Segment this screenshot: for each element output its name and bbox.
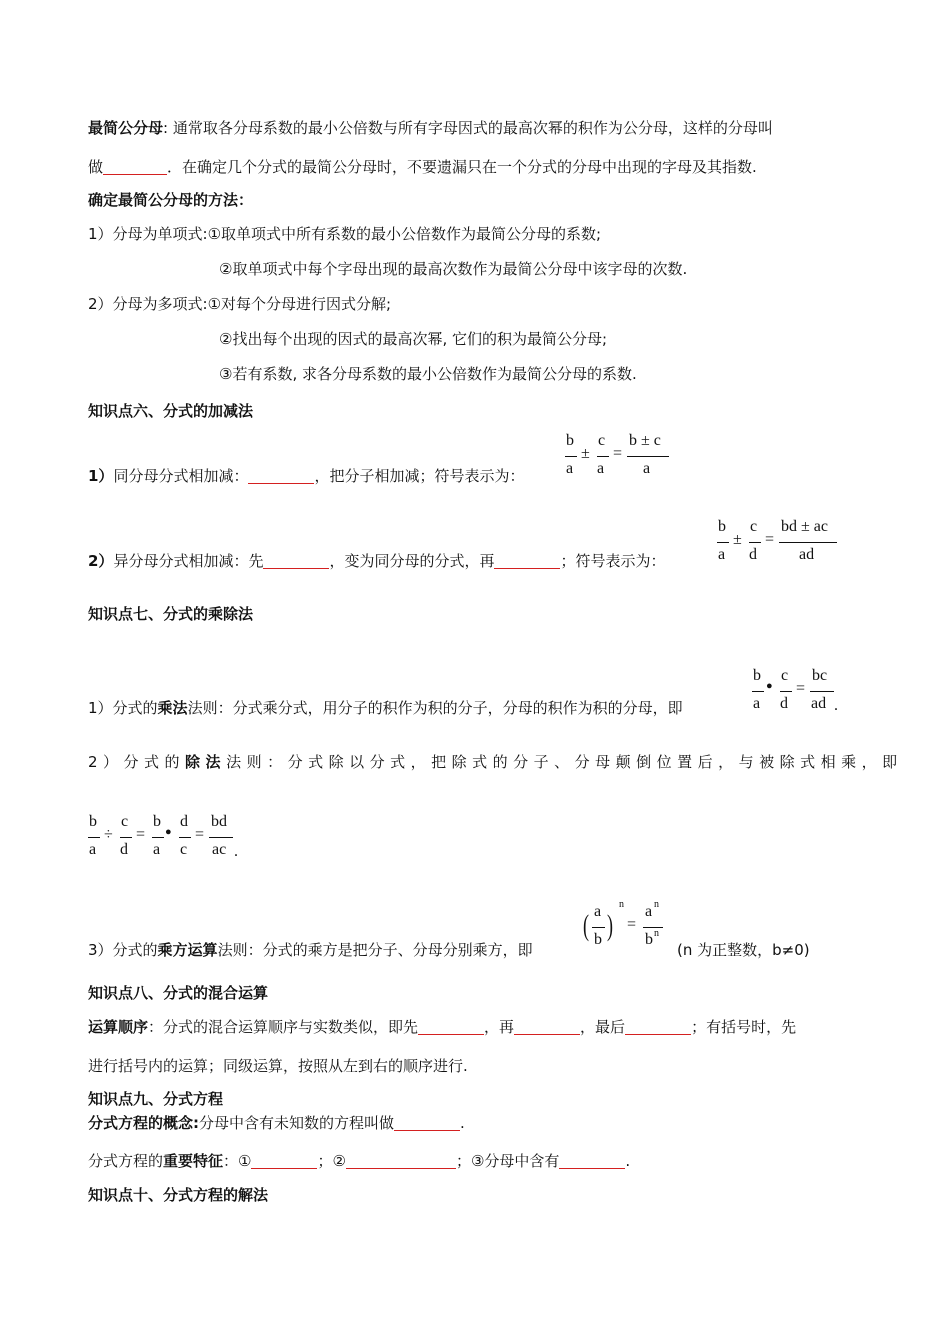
k8-title: 知识点八、分式的混合运算	[88, 984, 269, 1002]
num: d	[180, 813, 188, 830]
blank-order-last[interactable]	[625, 1018, 691, 1035]
k9-feature-line	[88, 1151, 630, 1171]
text: ；有括号时，先	[691, 1018, 797, 1036]
formula-same-denominator	[565, 432, 675, 484]
k8-order-line-2: 进行括号内的运算；同级运算，按照从左到右的顺序进行.	[88, 1057, 468, 1075]
op: ±	[733, 531, 742, 548]
den: c	[180, 841, 188, 858]
den: d	[780, 695, 788, 712]
paren-left: (	[583, 909, 589, 942]
exp: n	[654, 928, 659, 939]
num: b	[753, 667, 761, 684]
intro-text: ．在确定几个分式的最简公分母时，不要遗漏只在一个分式的分母中出现的字母及其指数.	[167, 158, 757, 176]
den: ac	[212, 841, 227, 858]
num: b	[89, 813, 97, 830]
intro-text: : 通常取各分母系数的最小公倍数与所有字母因式的最高次幂的积作为公分母，这样的分母叫	[163, 119, 773, 137]
num: bd ± ac	[781, 518, 828, 535]
op: =	[195, 826, 205, 843]
k8-order-line-1	[88, 1017, 796, 1037]
op: =	[765, 531, 775, 548]
term: 重要特征	[163, 1152, 224, 1170]
op: =	[136, 826, 146, 843]
den: ad	[799, 546, 815, 563]
num: a	[594, 903, 602, 920]
text: 2）分式的	[88, 753, 186, 771]
text: ：①	[223, 1152, 252, 1170]
term-lcd: 最简公分母	[88, 119, 164, 137]
text: 法则：分式的乘方是把分子、分母分别乘方，即	[217, 941, 533, 959]
op: ÷	[104, 826, 113, 843]
method-label: 1）分母为单项式:	[88, 225, 208, 243]
text: 分式方程的	[88, 1152, 164, 1170]
text: 分母中含有未知数的方程叫做	[199, 1114, 395, 1132]
list-num: 2）	[88, 552, 114, 570]
exp: n	[619, 899, 624, 910]
method-multi-2: ②找出每个出现的因式的最高次幂, 它们的积为最简公分母;	[219, 330, 608, 348]
num: b ± c	[629, 432, 661, 449]
k9-concept-line	[88, 1113, 465, 1133]
num: b	[153, 813, 161, 830]
op: ●	[766, 680, 773, 692]
num: b	[566, 432, 574, 449]
blank-common-denominator[interactable]	[263, 552, 329, 569]
text: ；③分母中含有	[455, 1152, 560, 1170]
den: b	[645, 931, 653, 948]
blank-order-second[interactable]	[514, 1018, 580, 1035]
intro-text: 做	[88, 158, 104, 176]
text: ；②	[317, 1152, 346, 1170]
den: a	[753, 695, 761, 712]
method-text: ①取单项式中所有系数的最小公倍数作为最简公分母的系数;	[207, 225, 602, 243]
den: a	[643, 460, 651, 477]
text: ，变为同分母的分式，再	[329, 552, 495, 570]
term: 乘方运算	[157, 941, 218, 959]
num: a	[645, 903, 653, 920]
method-multi-1	[88, 294, 391, 314]
blank-feature-2[interactable]	[346, 1152, 456, 1169]
op: ±	[581, 445, 590, 462]
method-label: 2）分母为多项式:	[88, 295, 208, 313]
formula-multiply	[752, 667, 847, 719]
k7-pow-line	[88, 940, 533, 960]
intro-line-2	[88, 157, 757, 177]
pow-note: (n 为正整数，b≠0)	[677, 941, 810, 959]
num: b	[718, 518, 726, 535]
blank-order-first[interactable]	[418, 1018, 484, 1035]
k7-title: 知识点七、分式的乘除法	[88, 605, 254, 623]
text: ：分式的混合运算顺序与实数类似，即先	[148, 1018, 419, 1036]
op: =	[796, 680, 806, 697]
blank-feature-3[interactable]	[559, 1152, 625, 1169]
k9-title: 知识点九、分式方程	[88, 1090, 224, 1108]
den: ad	[811, 695, 827, 712]
op: =	[627, 916, 637, 933]
text: ，再	[484, 1018, 515, 1036]
method-title: 确定最简公分母的方法：	[88, 191, 254, 209]
formula-divide	[88, 813, 248, 865]
den: a	[597, 460, 605, 477]
den: b	[594, 931, 602, 948]
k6-same-line	[88, 466, 524, 486]
den: d	[749, 546, 757, 563]
intro-line-1	[88, 118, 773, 138]
den: a	[89, 841, 97, 858]
den: a	[566, 460, 574, 477]
paren-right: )	[607, 909, 613, 942]
k7-div-line	[88, 752, 903, 772]
formula-power	[583, 899, 673, 955]
text: ；符号表示为：	[560, 552, 666, 570]
den: a	[153, 841, 161, 858]
method-text: ①对每个分母进行因式分解;	[207, 295, 392, 313]
op: =	[613, 445, 623, 462]
text: 同分母分式相加减：	[113, 467, 249, 485]
text: 1）分式的	[88, 699, 158, 717]
blank-fraction-equation[interactable]	[394, 1114, 460, 1131]
k6-title: 知识点六、分式的加减法	[88, 402, 254, 420]
num: c	[781, 667, 789, 684]
text: ，最后	[580, 1018, 626, 1036]
text: 异分母分式相加减：先	[113, 552, 264, 570]
num: c	[598, 432, 606, 449]
list-num: 1）	[88, 467, 114, 485]
text: .	[460, 1114, 465, 1132]
text: 法则：分式除以分式，把除式的分子、分母颠倒位置后，与被除式相乘，即	[226, 753, 903, 771]
period: .	[234, 843, 238, 860]
num: bd	[211, 813, 227, 830]
blank-feature-1[interactable]	[251, 1152, 317, 1169]
text: ，把分子相加减；符号表示为：	[314, 467, 525, 485]
blank-add-subtract[interactable]	[494, 552, 560, 569]
den: d	[120, 841, 128, 858]
term: 除法	[185, 753, 227, 771]
method-single-1	[88, 224, 601, 244]
term: 运算顺序	[88, 1018, 149, 1036]
num: c	[750, 518, 758, 535]
k6-diff-line	[88, 551, 665, 571]
text: .	[625, 1152, 631, 1170]
text: 法则：分式乘分式，用分子的积作为积的分子，分母的积作为积的分母，即	[187, 699, 683, 717]
op: ●	[165, 826, 172, 838]
exp: n	[654, 899, 659, 910]
method-multi-3: ③若有系数, 求各分母系数的最小公倍数作为最简公分母的系数.	[219, 365, 637, 383]
den: a	[718, 546, 726, 563]
method-single-2: ②取单项式中每个字母出现的最高次数作为最简公分母中该字母的次数.	[219, 260, 688, 278]
term: 分式方程的概念:	[88, 1114, 199, 1132]
k7-mul-line	[88, 698, 683, 718]
num: c	[121, 813, 129, 830]
blank-same-denominator[interactable]	[248, 467, 314, 484]
num: bc	[812, 667, 828, 684]
blank-lcd[interactable]	[103, 158, 167, 175]
text: 3）分式的	[88, 941, 158, 959]
formula-diff-denominator	[717, 518, 842, 570]
period: .	[834, 697, 838, 714]
term: 乘法	[157, 699, 188, 717]
k10-title: 知识点十、分式方程的解法	[88, 1186, 269, 1204]
